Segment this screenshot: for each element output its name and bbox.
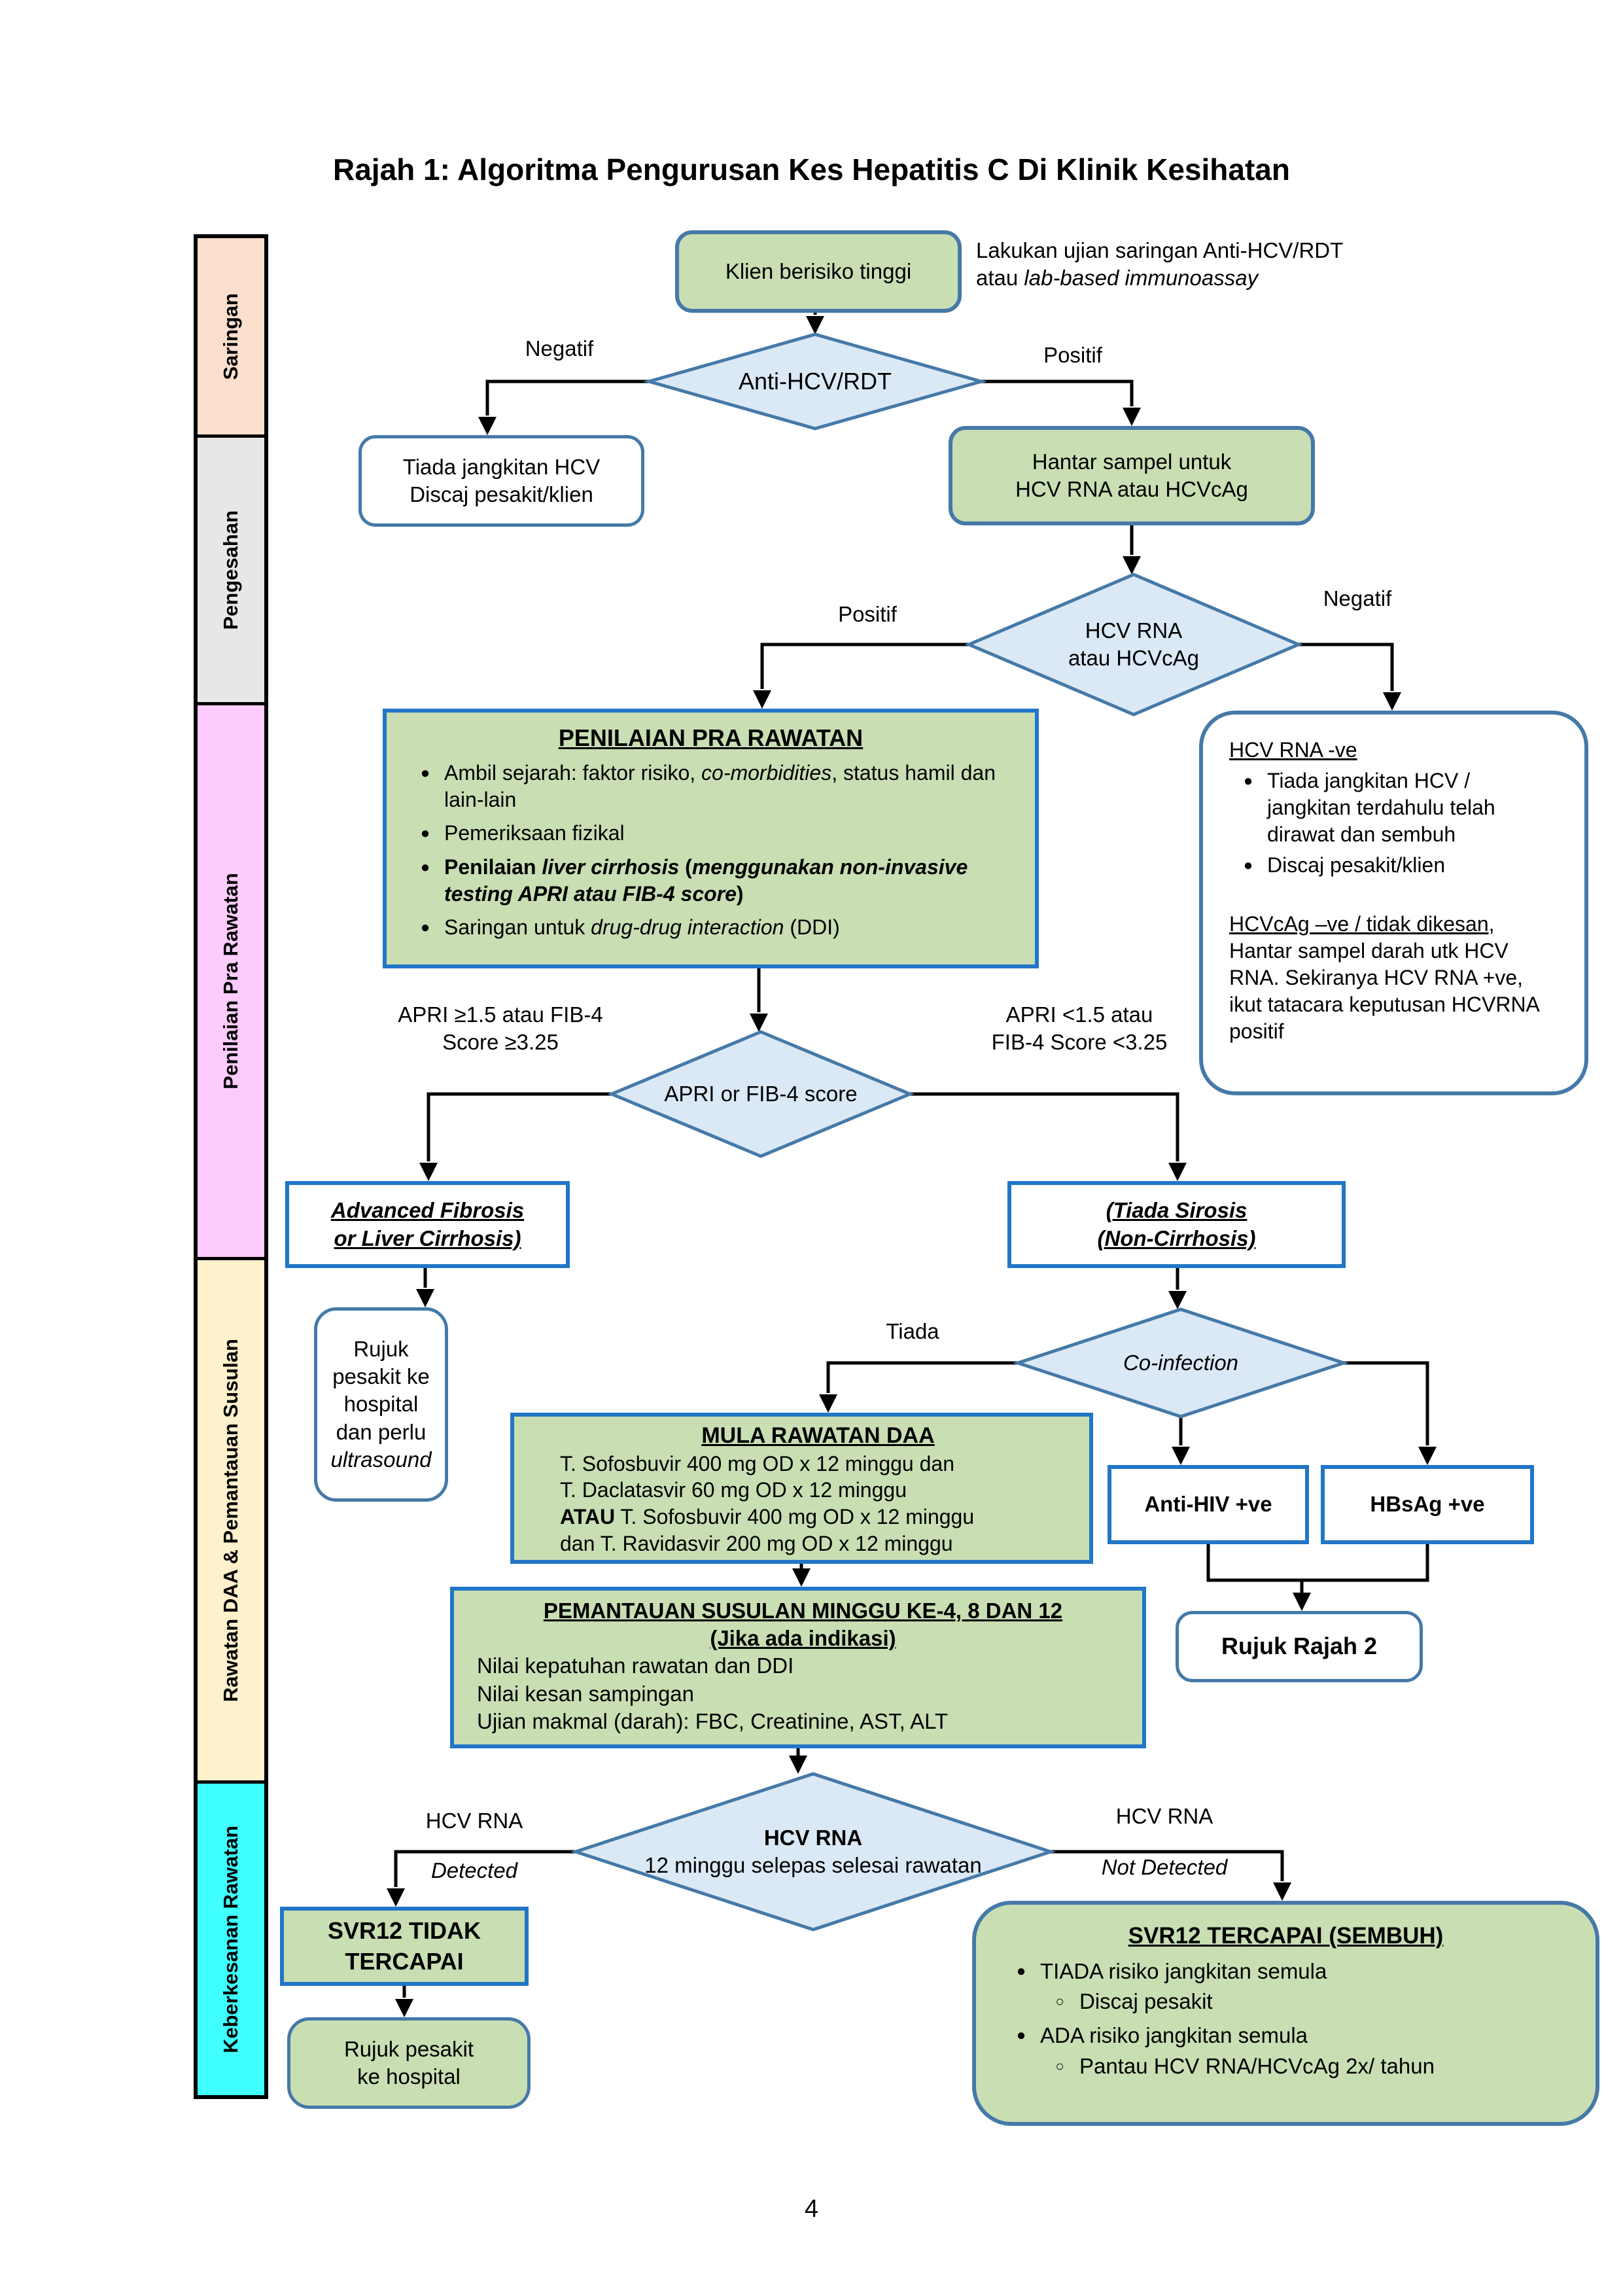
page-title: Rajah 1: Algoritma Pengurusan Kes Hepatitis C Di Klinik Kesihatan xyxy=(333,152,1290,186)
branch-label-positif-2: Positif xyxy=(838,602,897,626)
mula-line: T. Daclatasvir 60 mg OD x 12 minggu xyxy=(560,1478,907,1502)
bullet-icon: ● xyxy=(1016,1962,1026,1980)
bullet-icon: ● xyxy=(420,824,430,842)
penilaian-title: PENILAIAN PRA RAWATAN xyxy=(558,724,864,751)
branch-label-positif-1: Positif xyxy=(1043,343,1102,367)
connector-d3-right xyxy=(910,1094,1178,1161)
branch-label-negatif-1: Negatif xyxy=(525,336,594,361)
sidebar-section-pengesahan xyxy=(198,438,264,705)
mula-title: MULA RAWATAN DAA xyxy=(701,1423,935,1448)
bullet-icon: ● xyxy=(420,918,430,936)
sidebar-section-saringan xyxy=(198,238,264,438)
hcv-ve-heading: HCV RNA -ve xyxy=(1229,738,1357,762)
connector-d4-right xyxy=(1344,1363,1427,1445)
pemantauan-subtitle: (Jika ada indikasi) xyxy=(710,1626,896,1651)
penilaian-bullet: Penilaian liver cirrhosis (menggunakan non-invasive testing APRI atau FIB-4 score) xyxy=(444,855,968,906)
circle-bullet-icon: ○ xyxy=(1055,1993,1064,2010)
node-mula-rawatan-daa xyxy=(510,1413,1093,1564)
penilaian-bullet: Saringan untuk drug-drug interaction (DDI) xyxy=(444,915,840,939)
sidebar-section-keberkesanan xyxy=(198,1784,264,2095)
branch-label-apri-high: APRI ≥1.5 atau FIB-4 Score ≥3.25 xyxy=(398,1002,603,1055)
node-tiada-jangkitan: Tiada jangkitan HCV Discaj pesakit/klien xyxy=(358,435,644,527)
sidebar-label: Penilaian Pra Rawatan xyxy=(219,873,242,1089)
mula-line: dan T. Ravidasvir 200 mg OD x 12 minggu xyxy=(560,1532,953,1556)
arrowheads xyxy=(387,316,1437,2017)
connector-d1-negatif xyxy=(487,381,649,415)
svr-capai-bullet: ADA risiko jangkitan semula xyxy=(1040,2023,1308,2048)
node-rujuk-ultrasound: Rujuk pesakit ke hospital dan perlu ultrasound xyxy=(314,1307,448,1502)
decision-svr-label: HCV RNA 12 minggu selepas selesai rawatan xyxy=(644,1825,982,1877)
node-pemantauan-susulan xyxy=(450,1587,1146,1748)
pemantauan-title: PEMANTAUAN SUSULAN MINGGU KE-4, 8 DAN 12 xyxy=(543,1598,1063,1623)
branch-label-not-detected: HCV RNA xyxy=(1115,1804,1213,1828)
decision-hcv-rna-label: HCV RNA atau HCVcAg xyxy=(1068,618,1199,670)
node-rujuk-hospital: Rujuk pesakit ke hospital xyxy=(287,2017,531,2109)
branch-label-negatif-2: Negatif xyxy=(1323,586,1392,610)
hcv-ve-bullet: Discaj pesakit/klien xyxy=(1267,853,1446,877)
connector-d2-positif xyxy=(762,645,969,689)
node-advanced-fibrosis: Advanced Fibrosis or Liver Cirrhosis) xyxy=(285,1181,570,1268)
sidebar-label: Saringan xyxy=(219,292,242,380)
node-hcv-rna-negative-info xyxy=(1199,711,1588,1095)
node-hantar-sampel: Hantar sampel untuk HCV RNA atau HCVcAg xyxy=(949,426,1315,525)
branch-label-apri-low: APRI <1.5 atau FIB-4 Score <3.25 xyxy=(991,1002,1168,1055)
branch-label-tiada: Tiada xyxy=(886,1319,939,1343)
connector-d1-positif xyxy=(981,381,1132,406)
node-rujuk-rajah-2: Rujuk Rajah 2 xyxy=(1176,1611,1423,1682)
node-svr12-tercapai xyxy=(972,1901,1599,2126)
bullet-icon: ● xyxy=(1016,2026,1026,2045)
pemantauan-line: Ujian makmal (darah): FBC, Creatinine, AST, ALT xyxy=(477,1708,949,1733)
svr-capai-sub: Discaj pesakit xyxy=(1079,1989,1213,2014)
hcv-ve-heading2: HCVcAg –ve / tidak dikesan, xyxy=(1229,911,1495,936)
sidebar-label: Rawatan DAA & Pemantauan Susulan xyxy=(219,1338,242,1703)
penilaian-bullet: Pemeriksaan fizikal xyxy=(444,821,625,845)
connector-d3-left xyxy=(428,1094,612,1161)
node-hbsag: HBsAg +ve xyxy=(1321,1465,1534,1544)
svr-capai-bullet: TIADA risiko jangkitan semula xyxy=(1040,1958,1327,1983)
decision-coinfection-label: Co-infection xyxy=(1123,1350,1239,1375)
decision-apri-label: APRI or FIB-4 score xyxy=(664,1081,858,1106)
connector-join-to-rajah2 xyxy=(1208,1544,1427,1593)
node-svr12-tidak-tercapai: SVR12 TIDAK TERCAPAI xyxy=(280,1907,529,1986)
node-klien-berisiko: Klien berisiko tinggi xyxy=(675,230,962,313)
decision-anti-hcv-label: Anti-HCV/RDT xyxy=(738,367,892,395)
sidebar-label: Pengesahan xyxy=(219,510,242,630)
bullet-icon: ● xyxy=(420,764,430,783)
node-tiada-sirosis: (Tiada Sirosis (Non-Cirrhosis) xyxy=(1007,1181,1346,1268)
bullet-icon: ● xyxy=(420,858,430,876)
branch-label-detected: HCV RNA xyxy=(425,1809,523,1833)
svr-capai-title: SVR12 TERCAPAI (SEMBUH) xyxy=(1128,1923,1444,1949)
hcv-ve-bullet: Tiada jangkitan HCV / jangkitan terdahulu telah dirawat dan sembuh xyxy=(1267,768,1495,846)
pemantauan-line: Nilai kesan sampingan xyxy=(477,1681,695,1706)
hcv-ve-body: Hantar sampel darah utk HCV RNA. Sekiranya HCV RNA +ve, ikut tatacara keputusan HCVRNA positif xyxy=(1229,938,1539,1043)
svr-capai-sub: Pantau HCV RNA/HCVcAg 2x/ tahun xyxy=(1079,2053,1435,2078)
sidebar-section-rawatan-daa xyxy=(198,1260,264,1784)
circle-bullet-icon: ○ xyxy=(1055,2057,1064,2074)
branch-label-not-detected-2: Not Detected xyxy=(1101,1855,1228,1879)
node-penilaian-pra-rawatan xyxy=(383,709,1039,968)
mula-line: T. Sofosbuvir 400 mg OD x 12 minggu dan xyxy=(560,1451,954,1475)
sidebar-label: Keberkesanan Rawatan xyxy=(219,1825,242,2054)
connector-d4-tiada xyxy=(828,1363,1018,1393)
connector-d2-negatif xyxy=(1299,645,1392,691)
node-anti-hiv: Anti-HIV +ve xyxy=(1108,1465,1309,1544)
penilaian-bullet: Ambil sejarah: faktor risiko, co-morbidities, status hamil dan lain-lain xyxy=(444,761,996,812)
page-number: 4 xyxy=(804,2195,819,2223)
phase-sidebar xyxy=(194,234,268,2099)
bullet-icon: ● xyxy=(1243,856,1253,874)
screening-note: Lakukan ujian saringan Anti-HCV/RDT atau lab-based immunoassay xyxy=(976,238,1344,291)
mula-line: ATAU T. Sofosbuvir 400 mg OD x 12 minggu xyxy=(560,1505,975,1529)
bullet-icon: ● xyxy=(1243,771,1253,790)
branch-label-detected-2: Detected xyxy=(430,1858,518,1882)
sidebar-section-penilaian xyxy=(198,705,264,1260)
pemantauan-line: Nilai kepatuhan rawatan dan DDI xyxy=(477,1653,794,1678)
